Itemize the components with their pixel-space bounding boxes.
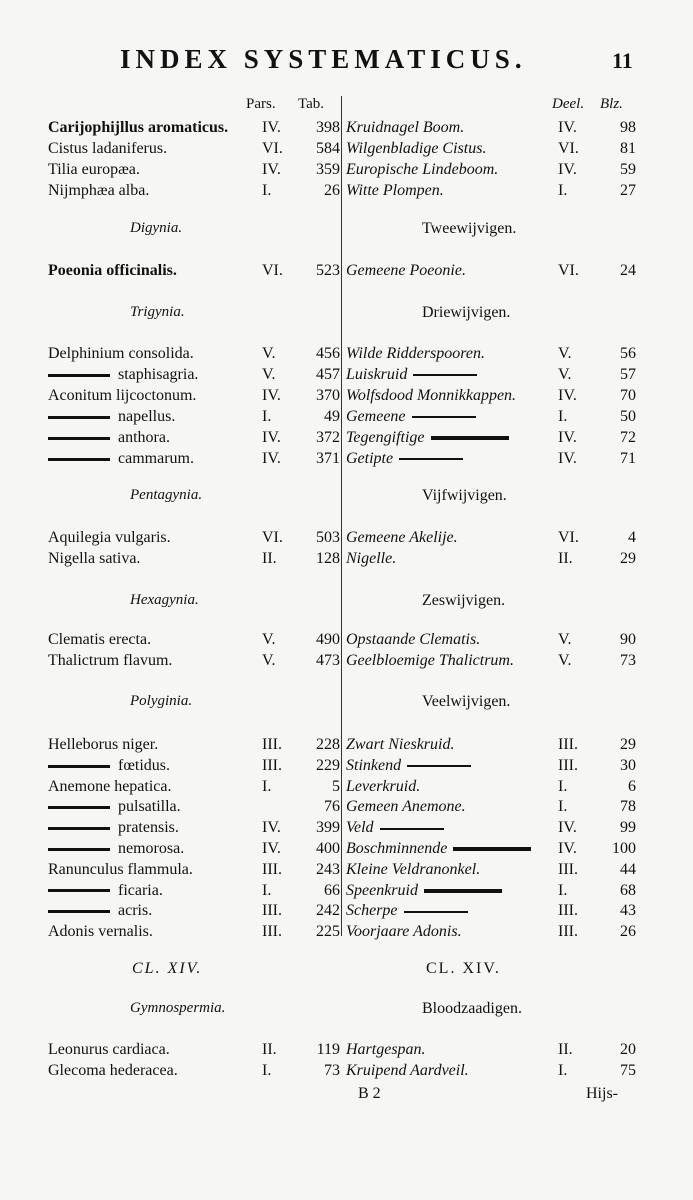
pars-value: V. (262, 652, 276, 669)
dutch-name-text: Boschminnende (346, 840, 448, 857)
dutch-name-text: Kleine Veldranonkel. (346, 860, 481, 878)
catchword: Hijs- (586, 1085, 618, 1102)
blz-value: 30 (620, 756, 636, 774)
blz-value: 27 (620, 182, 636, 199)
deel-value: V. (558, 345, 572, 362)
tab-value: 359 (316, 161, 340, 178)
tab-value: 229 (316, 756, 340, 774)
latin-name: ficaria. (48, 881, 258, 901)
dutch-name (346, 428, 546, 448)
blz-value: 75 (620, 1062, 636, 1079)
blz-value: 73 (620, 652, 636, 669)
latin-name: nemorosa. (48, 839, 258, 859)
tab-value: 49 (324, 408, 340, 425)
tab-value: 26 (324, 182, 340, 199)
blz-value: 90 (620, 631, 636, 648)
deel-value: VI. (558, 529, 579, 546)
section-heading-dutch: Tweewijvigen. (422, 220, 517, 237)
latin-name: Nigella sativa. (48, 550, 141, 567)
pars-value: III. (262, 902, 282, 920)
pars-value: VI. (262, 140, 283, 157)
dutch-name-text: Gemeene (346, 408, 406, 425)
deel-value: I. (558, 881, 568, 899)
pars-value: IV. (262, 429, 281, 446)
blz-value: 71 (620, 450, 636, 467)
section-heading-latin: Hexagynia. (130, 592, 199, 608)
dutch-name (346, 630, 546, 650)
blz-value: 50 (620, 408, 636, 425)
section-heading-dutch: CL. XIV. (426, 960, 501, 977)
latin-name: fœtidus. (48, 756, 258, 776)
tab-value: 400 (316, 840, 340, 857)
latin-name: Nijmphæa alba. (48, 182, 150, 199)
deel-value: IV. (558, 161, 577, 178)
pars-value: III. (262, 860, 282, 878)
ditto-line (431, 436, 509, 440)
dutch-name-text: Opstaande Clematis. (346, 631, 481, 648)
dutch-name (346, 160, 546, 180)
blz-value: 56 (620, 345, 636, 362)
latin-name: Helleborus niger. (48, 736, 159, 753)
dutch-name (346, 1040, 546, 1060)
dutch-name (346, 118, 546, 138)
latin-name: Carijophijllus aromaticus. (48, 119, 229, 136)
dutch-name-text: Witte Plompen. (346, 182, 444, 199)
deel-value: IV. (558, 840, 577, 857)
latin-name: Ranunculus flammula. (48, 860, 193, 878)
tab-value: 73 (324, 1062, 340, 1079)
latin-name: Aquilegia vulgaris. (48, 529, 171, 546)
deel-value: IV. (558, 387, 577, 404)
blz-value: 98 (620, 119, 636, 136)
ditto-line (404, 911, 468, 913)
column-divider (341, 96, 342, 936)
blz-value: 57 (620, 366, 636, 383)
dutch-name (346, 735, 546, 755)
col-head-blz: Blz. (600, 96, 623, 112)
blz-value: 99 (620, 819, 636, 837)
deel-value: V. (558, 631, 572, 648)
pars-value: III. (262, 923, 282, 941)
tab-value: 473 (316, 652, 340, 669)
deel-value: VI. (558, 140, 579, 157)
pars-value: V. (262, 631, 276, 648)
dutch-name-text: Tegengiftige (346, 429, 425, 446)
deel-value: III. (558, 902, 578, 920)
pars-value: VI. (262, 529, 283, 546)
section-heading-latin: Digynia. (130, 220, 183, 236)
deel-value: II. (558, 550, 573, 567)
latin-name: Poeonia officinalis. (48, 262, 177, 279)
pars-value: V. (262, 366, 276, 383)
tab-value: 242 (316, 902, 340, 920)
pars-value: II. (262, 550, 277, 567)
blz-value: 6 (628, 777, 636, 795)
dutch-name-text: Kruidnagel Boom. (346, 119, 465, 136)
tab-value: 66 (324, 881, 340, 899)
deel-value: I. (558, 408, 568, 425)
pars-value: V. (262, 345, 276, 362)
deel-value: I. (558, 1062, 568, 1079)
dutch-name (346, 651, 546, 671)
latin-name: pratensis. (48, 818, 258, 838)
ditto-line (453, 847, 531, 851)
ditto-line (407, 765, 471, 767)
page-title: INDEX SYSTEMATICUS. (120, 44, 527, 74)
dutch-name (346, 365, 546, 385)
section-heading-dutch: Bloodzaadigen. (422, 1000, 522, 1017)
tab-value: 225 (316, 923, 340, 941)
dutch-name-text: Wilde Ridderspooren. (346, 345, 485, 362)
tab-value: 119 (316, 1041, 340, 1058)
dutch-name (346, 407, 546, 427)
deel-value: IV. (558, 429, 577, 446)
blz-value: 78 (620, 798, 636, 816)
tab-value: 228 (316, 736, 340, 753)
dutch-name (346, 344, 546, 364)
section-heading-latin: Polyginia. (130, 693, 193, 709)
dutch-name-text: Wolfsdood Monnikkappen. (346, 387, 517, 404)
dutch-name (346, 1061, 546, 1081)
pars-value: IV. (262, 119, 281, 136)
dutch-name (346, 181, 546, 201)
blz-value: 70 (620, 387, 636, 404)
section-heading-latin: Pentagynia. (130, 487, 203, 503)
tab-value: 584 (316, 140, 340, 157)
deel-value: I. (558, 182, 568, 199)
pars-value: I. (262, 881, 272, 899)
dutch-name-text: Kruipend Aardveil. (346, 1062, 469, 1079)
latin-name: Adonis vernalis. (48, 923, 153, 941)
tab-value: 523 (316, 262, 340, 279)
dutch-name (346, 449, 546, 469)
deel-value: III. (558, 736, 578, 753)
latin-name: Tilia europæa. (48, 161, 140, 178)
tab-value: 370 (316, 387, 340, 404)
latin-name: staphisagria. (48, 365, 258, 385)
latin-name: Delphinium consolida. (48, 345, 194, 362)
latin-name: pulsatilla. (48, 797, 258, 817)
pars-value: II. (262, 1041, 277, 1058)
tab-value: 457 (316, 366, 340, 383)
section-heading-dutch: Driewijvigen. (422, 304, 511, 321)
pars-value: IV. (262, 840, 281, 857)
dutch-name (346, 881, 546, 901)
ditto-line (399, 458, 463, 460)
page-number: 11 (612, 48, 633, 73)
dutch-name-text: Getipte (346, 450, 394, 467)
section-heading-dutch: Vijfwijvigen. (422, 487, 507, 504)
latin-name: Cistus ladaniferus. (48, 140, 168, 157)
pars-value: I. (262, 182, 272, 199)
section-heading-dutch: Veelwijvigen. (422, 693, 511, 710)
latin-name: napellus. (48, 407, 258, 427)
dutch-name-text: Stinkend (346, 756, 402, 774)
pars-value: VI. (262, 262, 283, 279)
blz-value: 26 (620, 923, 636, 941)
dutch-name (346, 818, 546, 838)
dutch-name-text: Hartgespan. (346, 1041, 426, 1058)
tab-value: 371 (316, 450, 340, 467)
tab-value: 503 (316, 529, 340, 546)
blz-value: 20 (620, 1041, 636, 1058)
tab-value: 128 (316, 550, 340, 567)
dutch-name-text: Scherpe (346, 902, 398, 920)
latin-name: Glecoma hederacea. (48, 1062, 178, 1079)
dutch-name (346, 922, 546, 942)
ditto-line (413, 374, 477, 376)
dutch-name (346, 777, 546, 797)
page-header (0, 44, 693, 84)
dutch-name (346, 756, 546, 776)
latin-name: Aconitum lijcoctonum. (48, 387, 197, 404)
tab-value: 372 (316, 429, 340, 446)
tab-value: 243 (316, 860, 340, 878)
pars-value: IV. (262, 450, 281, 467)
latin-name: acris. (48, 901, 258, 921)
ditto-line (380, 828, 444, 830)
dutch-name-text: Voorjaare Adonis. (346, 923, 462, 941)
blz-value: 59 (620, 161, 636, 178)
dutch-name-text: Gemeene Akelije. (346, 529, 458, 546)
dutch-name (346, 386, 546, 406)
blz-value: 29 (620, 550, 636, 567)
latin-name: anthora. (48, 428, 258, 448)
pars-value (262, 797, 302, 817)
dutch-name-text: Gemeene Poeonie. (346, 262, 466, 279)
section-heading-latin: CL. XIV. (132, 960, 203, 977)
dutch-name (346, 860, 546, 880)
blz-value: 4 (628, 529, 636, 546)
col-head-pars: Pars. (246, 96, 276, 112)
blz-value: 72 (620, 429, 636, 446)
latin-name: Clematis erecta. (48, 631, 152, 648)
dutch-name-text: Luiskruid (346, 366, 408, 383)
section-heading-dutch: Zeswijvigen. (422, 592, 506, 609)
dutch-name (346, 139, 546, 159)
deel-value: IV. (558, 119, 577, 136)
deel-value: I. (558, 777, 568, 795)
pars-value: I. (262, 408, 272, 425)
tab-value: 76 (324, 798, 340, 816)
dutch-name (346, 839, 546, 859)
blz-value: 81 (620, 140, 636, 157)
tab-value: 456 (316, 345, 340, 362)
dutch-name (346, 549, 546, 569)
dutch-name-text: Wilgenbladige Cistus. (346, 140, 487, 157)
section-heading-latin: Gymnospermia. (130, 1000, 226, 1016)
deel-value: VI. (558, 262, 579, 279)
blz-value: 68 (620, 881, 636, 899)
col-head-tab: Tab. (298, 96, 325, 112)
signature-mark: B 2 (358, 1085, 381, 1102)
latin-name: cammarum. (48, 449, 258, 469)
dutch-name-text: Speenkruid (346, 881, 418, 899)
ditto-line (412, 416, 476, 418)
dutch-name-text: Zwart Nieskruid. (346, 736, 455, 753)
pars-value: III. (262, 756, 282, 774)
dutch-name (346, 901, 546, 921)
latin-name: Anemone hepatica. (48, 777, 172, 795)
latin-name: Leonurus cardiaca. (48, 1041, 170, 1058)
latin-name: Thalictrum flavum. (48, 652, 173, 669)
col-head-deel: Deel. (552, 96, 585, 112)
tab-value: 5 (332, 777, 340, 795)
pars-value: IV. (262, 161, 281, 178)
dutch-name-text: Leverkruid. (346, 777, 421, 795)
section-heading-latin: Trigynia. (130, 304, 185, 320)
pars-value: I. (262, 777, 272, 795)
dutch-name (346, 528, 546, 548)
deel-value: IV. (558, 819, 577, 837)
pars-value: I. (262, 1062, 272, 1079)
dutch-name-text: Veld (346, 819, 374, 837)
blz-value: 24 (620, 262, 636, 279)
deel-value: I. (558, 798, 568, 816)
dutch-name (346, 797, 546, 817)
deel-value: V. (558, 366, 572, 383)
pars-value: IV. (262, 387, 281, 404)
deel-value: IV. (558, 450, 577, 467)
deel-value: V. (558, 652, 572, 669)
blz-value: 43 (620, 902, 636, 920)
tab-value: 490 (316, 631, 340, 648)
blz-value: 44 (620, 860, 636, 878)
deel-value: III. (558, 923, 578, 941)
tab-value: 398 (316, 119, 340, 136)
blz-value: 100 (612, 840, 636, 857)
deel-value: II. (558, 1041, 573, 1058)
deel-value: III. (558, 860, 578, 878)
dutch-name-text: Europische Lindeboom. (346, 161, 499, 178)
dutch-name (346, 261, 546, 281)
dutch-name-text: Gemeen Anemone. (346, 798, 466, 816)
pars-value: III. (262, 736, 282, 753)
tab-value: 399 (316, 819, 340, 837)
dutch-name-text: Geelbloemige Thalictrum. (346, 652, 514, 669)
blz-value: 29 (620, 736, 636, 753)
pars-value: IV. (262, 819, 281, 837)
dutch-name-text: Nigelle. (346, 550, 397, 567)
deel-value: III. (558, 756, 578, 774)
ditto-line (424, 889, 502, 893)
